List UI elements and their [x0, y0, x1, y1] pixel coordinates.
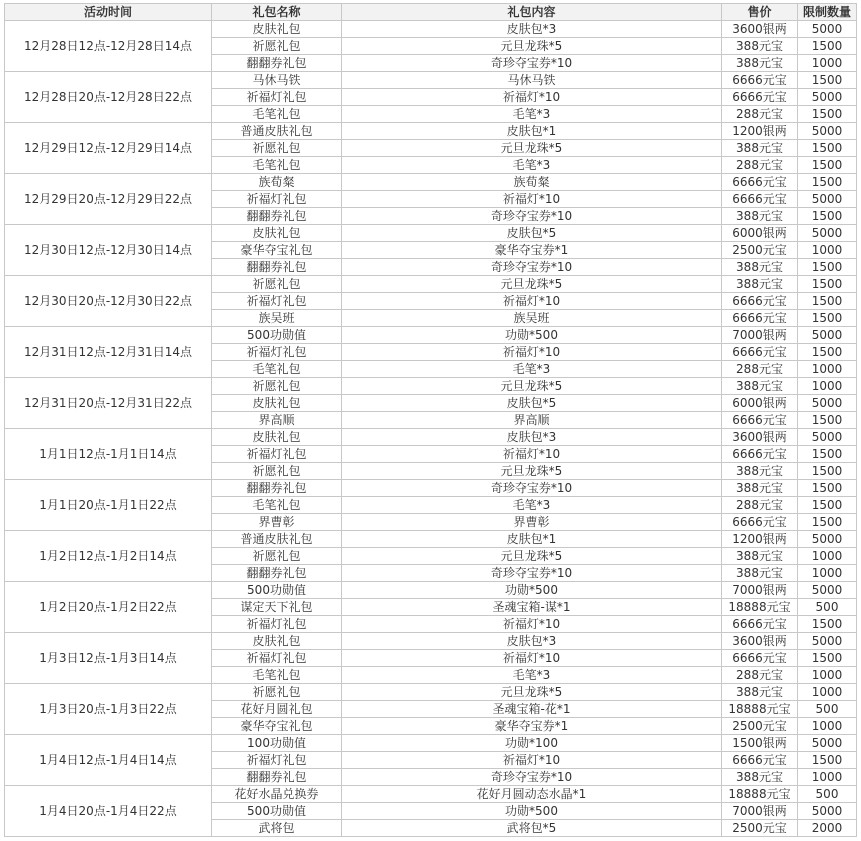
- pack-name-cell: 毛笔礼包: [212, 106, 342, 123]
- limit-cell: 1500: [798, 616, 857, 633]
- pack-content-cell: 元旦龙珠*5: [342, 276, 722, 293]
- pack-content-cell: 皮肤包*3: [342, 21, 722, 38]
- price-cell: 6666元宝: [722, 514, 798, 531]
- limit-cell: 1000: [798, 361, 857, 378]
- limit-cell: 1500: [798, 463, 857, 480]
- pack-name-cell: 普通皮肤礼包: [212, 531, 342, 548]
- limit-cell: 5000: [798, 531, 857, 548]
- time-slot-cell: 12月30日12点-12月30日14点: [5, 225, 212, 276]
- limit-cell: 1500: [798, 208, 857, 225]
- pack-content-cell: 皮肤包*1: [342, 531, 722, 548]
- price-cell: 1500银两: [722, 735, 798, 752]
- time-slot-cell: 12月28日12点-12月28日14点: [5, 21, 212, 72]
- price-cell: 6666元宝: [722, 344, 798, 361]
- price-cell: 18888元宝: [722, 701, 798, 718]
- header-pack-name: 礼包名称: [212, 4, 342, 21]
- time-slot-cell: 12月31日20点-12月31日22点: [5, 378, 212, 429]
- time-slot-cell: 1月2日20点-1月2日22点: [5, 582, 212, 633]
- limit-cell: 2000: [798, 820, 857, 837]
- table-row: [5, 225, 857, 242]
- table-row: [5, 276, 857, 293]
- pack-name-cell: 翻翻券礼包: [212, 55, 342, 72]
- price-cell: 1200银两: [722, 123, 798, 140]
- price-cell: 288元宝: [722, 361, 798, 378]
- limit-cell: 500: [798, 701, 857, 718]
- pack-content-cell: 界高顺: [342, 412, 722, 429]
- pack-content-cell: 毛笔*3: [342, 157, 722, 174]
- pack-name-cell: 族荀粲: [212, 174, 342, 191]
- pack-name-cell: 祈福灯礼包: [212, 446, 342, 463]
- price-cell: 7000银两: [722, 582, 798, 599]
- pack-name-cell: 皮肤礼包: [212, 225, 342, 242]
- header-pack-content: 礼包内容: [342, 4, 722, 21]
- pack-content-cell: 功勋*100: [342, 735, 722, 752]
- limit-cell: 500: [798, 599, 857, 616]
- table-row: [5, 531, 857, 548]
- price-cell: 388元宝: [722, 769, 798, 786]
- pack-name-cell: 马休马铁: [212, 72, 342, 89]
- pack-name-cell: 豪华夺宝礼包: [212, 718, 342, 735]
- pack-name-cell: 祈福灯礼包: [212, 191, 342, 208]
- pack-content-cell: 毛笔*3: [342, 106, 722, 123]
- time-slot-cell: 12月29日20点-12月29日22点: [5, 174, 212, 225]
- table-row: [5, 582, 857, 599]
- limit-cell: 5000: [798, 89, 857, 106]
- pack-content-cell: 武将包*5: [342, 820, 722, 837]
- table-row: [5, 174, 857, 191]
- price-cell: 1200银两: [722, 531, 798, 548]
- time-slot-cell: 12月31日12点-12月31日14点: [5, 327, 212, 378]
- pack-content-cell: 毛笔*3: [342, 361, 722, 378]
- pack-name-cell: 皮肤礼包: [212, 395, 342, 412]
- price-cell: 388元宝: [722, 463, 798, 480]
- price-cell: 6666元宝: [722, 191, 798, 208]
- limit-cell: 1500: [798, 310, 857, 327]
- pack-content-cell: 族荀粲: [342, 174, 722, 191]
- limit-cell: 1500: [798, 259, 857, 276]
- table-row: [5, 327, 857, 344]
- header-price: 售价: [722, 4, 798, 21]
- pack-name-cell: 毛笔礼包: [212, 667, 342, 684]
- price-cell: 6000银两: [722, 395, 798, 412]
- limit-cell: 1000: [798, 769, 857, 786]
- limit-cell: 1000: [798, 548, 857, 565]
- pack-name-cell: 毛笔礼包: [212, 157, 342, 174]
- price-cell: 18888元宝: [722, 786, 798, 803]
- time-slot-cell: 1月2日12点-1月2日14点: [5, 531, 212, 582]
- pack-content-cell: 元旦龙珠*5: [342, 684, 722, 701]
- pack-content-cell: 皮肤包*1: [342, 123, 722, 140]
- pack-name-cell: 翻翻券礼包: [212, 480, 342, 497]
- time-slot-cell: 1月3日20点-1月3日22点: [5, 684, 212, 735]
- limit-cell: 5000: [798, 123, 857, 140]
- pack-name-cell: 翻翻券礼包: [212, 769, 342, 786]
- pack-name-cell: 500功勋值: [212, 582, 342, 599]
- pack-name-cell: 祈愿礼包: [212, 276, 342, 293]
- price-cell: 6666元宝: [722, 72, 798, 89]
- pack-name-cell: 祈福灯礼包: [212, 650, 342, 667]
- limit-cell: 1500: [798, 106, 857, 123]
- limit-cell: 1500: [798, 276, 857, 293]
- limit-cell: 1500: [798, 480, 857, 497]
- pack-content-cell: 元旦龙珠*5: [342, 140, 722, 157]
- pack-name-cell: 普通皮肤礼包: [212, 123, 342, 140]
- price-cell: 388元宝: [722, 38, 798, 55]
- pack-name-cell: 祈愿礼包: [212, 38, 342, 55]
- pack-name-cell: 花好水晶兑换券: [212, 786, 342, 803]
- limit-cell: 1000: [798, 242, 857, 259]
- pack-name-cell: 豪华夺宝礼包: [212, 242, 342, 259]
- pack-name-cell: 500功勋值: [212, 327, 342, 344]
- pack-content-cell: 祈福灯*10: [342, 650, 722, 667]
- pack-content-cell: 皮肤包*3: [342, 633, 722, 650]
- table-row: [5, 378, 857, 395]
- price-cell: 388元宝: [722, 684, 798, 701]
- pack-content-cell: 元旦龙珠*5: [342, 463, 722, 480]
- price-cell: 6666元宝: [722, 310, 798, 327]
- limit-cell: 1000: [798, 667, 857, 684]
- pack-content-cell: 马休马铁: [342, 72, 722, 89]
- price-cell: 6666元宝: [722, 446, 798, 463]
- limit-cell: 1500: [798, 412, 857, 429]
- price-cell: 388元宝: [722, 140, 798, 157]
- pack-content-cell: 功勋*500: [342, 327, 722, 344]
- pack-name-cell: 族吴班: [212, 310, 342, 327]
- pack-content-cell: 奇珍夺宝券*10: [342, 769, 722, 786]
- pack-content-cell: 功勋*500: [342, 803, 722, 820]
- pack-content-cell: 奇珍夺宝券*10: [342, 480, 722, 497]
- table-row: [5, 72, 857, 89]
- price-cell: 388元宝: [722, 480, 798, 497]
- price-cell: 288元宝: [722, 157, 798, 174]
- table-row: [5, 21, 857, 38]
- pack-name-cell: 翻翻券礼包: [212, 208, 342, 225]
- time-slot-cell: 12月30日20点-12月30日22点: [5, 276, 212, 327]
- time-slot-cell: 1月4日20点-1月4日22点: [5, 786, 212, 837]
- pack-name-cell: 祈愿礼包: [212, 140, 342, 157]
- pack-name-cell: 祈福灯礼包: [212, 752, 342, 769]
- price-cell: 6000银两: [722, 225, 798, 242]
- pack-content-cell: 界曹彰: [342, 514, 722, 531]
- pack-content-cell: 豪华夺宝券*1: [342, 718, 722, 735]
- pack-content-cell: 圣魂宝箱-花*1: [342, 701, 722, 718]
- price-cell: 6666元宝: [722, 616, 798, 633]
- pack-content-cell: 祈福灯*10: [342, 293, 722, 310]
- pack-name-cell: 翻翻券礼包: [212, 259, 342, 276]
- pack-name-cell: 花好月圆礼包: [212, 701, 342, 718]
- price-cell: 6666元宝: [722, 293, 798, 310]
- price-cell: 7000银两: [722, 327, 798, 344]
- limit-cell: 5000: [798, 735, 857, 752]
- limit-cell: 5000: [798, 582, 857, 599]
- header-time: 活动时间: [5, 4, 212, 21]
- limit-cell: 1500: [798, 174, 857, 191]
- header-limit: 限制数量: [798, 4, 857, 21]
- pack-content-cell: 奇珍夺宝券*10: [342, 55, 722, 72]
- pack-name-cell: 祈福灯礼包: [212, 616, 342, 633]
- pack-content-cell: 祈福灯*10: [342, 191, 722, 208]
- limit-cell: 1500: [798, 157, 857, 174]
- pack-content-cell: 毛笔*3: [342, 667, 722, 684]
- limit-cell: 1000: [798, 684, 857, 701]
- table-row: [5, 633, 857, 650]
- pack-name-cell: 毛笔礼包: [212, 497, 342, 514]
- price-cell: 388元宝: [722, 55, 798, 72]
- pack-name-cell: 毛笔礼包: [212, 361, 342, 378]
- pack-name-cell: 祈福灯礼包: [212, 344, 342, 361]
- pack-content-cell: 皮肤包*3: [342, 429, 722, 446]
- pack-content-cell: 祈福灯*10: [342, 446, 722, 463]
- pack-content-cell: 毛笔*3: [342, 497, 722, 514]
- price-cell: 388元宝: [722, 565, 798, 582]
- limit-cell: 1500: [798, 650, 857, 667]
- price-cell: 6666元宝: [722, 752, 798, 769]
- limit-cell: 1500: [798, 752, 857, 769]
- pack-name-cell: 祈福灯礼包: [212, 293, 342, 310]
- price-cell: 18888元宝: [722, 599, 798, 616]
- pack-content-cell: 功勋*500: [342, 582, 722, 599]
- pack-content-cell: 祈福灯*10: [342, 752, 722, 769]
- pack-content-cell: 祈福灯*10: [342, 616, 722, 633]
- limit-cell: 5000: [798, 429, 857, 446]
- price-cell: 3600银两: [722, 429, 798, 446]
- pack-name-cell: 祈愿礼包: [212, 463, 342, 480]
- limit-cell: 1000: [798, 55, 857, 72]
- price-cell: 7000银两: [722, 803, 798, 820]
- time-slot-cell: 1月1日12点-1月1日14点: [5, 429, 212, 480]
- limit-cell: 1500: [798, 140, 857, 157]
- pack-name-cell: 100功勋值: [212, 735, 342, 752]
- pack-name-cell: 皮肤礼包: [212, 429, 342, 446]
- price-cell: 288元宝: [722, 497, 798, 514]
- price-cell: 3600银两: [722, 633, 798, 650]
- limit-cell: 1500: [798, 344, 857, 361]
- time-slot-cell: 12月29日12点-12月29日14点: [5, 123, 212, 174]
- pack-name-cell: 界曹彰: [212, 514, 342, 531]
- pack-name-cell: 祈愿礼包: [212, 378, 342, 395]
- pack-content-cell: 豪华夺宝券*1: [342, 242, 722, 259]
- limit-cell: 1500: [798, 514, 857, 531]
- pack-content-cell: 圣魂宝箱-谋*1: [342, 599, 722, 616]
- table-row: [5, 684, 857, 701]
- table-body: [5, 21, 857, 837]
- price-cell: 388元宝: [722, 378, 798, 395]
- pack-content-cell: 奇珍夺宝券*10: [342, 208, 722, 225]
- limit-cell: 1500: [798, 293, 857, 310]
- table-row: [5, 786, 857, 803]
- price-cell: 288元宝: [722, 667, 798, 684]
- limit-cell: 5000: [798, 633, 857, 650]
- price-cell: 2500元宝: [722, 718, 798, 735]
- pack-name-cell: 皮肤礼包: [212, 21, 342, 38]
- pack-content-cell: 元旦龙珠*5: [342, 378, 722, 395]
- limit-cell: 5000: [798, 191, 857, 208]
- pack-name-cell: 祈愿礼包: [212, 684, 342, 701]
- pack-name-cell: 500功勋值: [212, 803, 342, 820]
- pack-name-cell: 皮肤礼包: [212, 633, 342, 650]
- table-row: [5, 480, 857, 497]
- limit-cell: 1500: [798, 38, 857, 55]
- pack-content-cell: 元旦龙珠*5: [342, 548, 722, 565]
- price-cell: 2500元宝: [722, 820, 798, 837]
- pack-name-cell: 翻翻券礼包: [212, 565, 342, 582]
- table-row: [5, 123, 857, 140]
- pack-name-cell: 祈福灯礼包: [212, 89, 342, 106]
- pack-name-cell: 武将包: [212, 820, 342, 837]
- price-cell: 388元宝: [722, 548, 798, 565]
- price-cell: 6666元宝: [722, 650, 798, 667]
- table-row: [5, 429, 857, 446]
- pack-name-cell: 界高顺: [212, 412, 342, 429]
- limit-cell: 1500: [798, 446, 857, 463]
- table-header-row: [5, 4, 857, 21]
- limit-cell: 5000: [798, 327, 857, 344]
- limit-cell: 1500: [798, 497, 857, 514]
- time-slot-cell: 1月4日12点-1月4日14点: [5, 735, 212, 786]
- time-slot-cell: 12月28日20点-12月28日22点: [5, 72, 212, 123]
- time-slot-cell: 1月3日12点-1月3日14点: [5, 633, 212, 684]
- pack-content-cell: 花好月圆动态水晶*1: [342, 786, 722, 803]
- pack-content-cell: 奇珍夺宝券*10: [342, 259, 722, 276]
- pack-content-cell: 元旦龙珠*5: [342, 38, 722, 55]
- price-cell: 2500元宝: [722, 242, 798, 259]
- limit-cell: 5000: [798, 803, 857, 820]
- price-cell: 388元宝: [722, 276, 798, 293]
- price-cell: 6666元宝: [722, 174, 798, 191]
- limit-cell: 5000: [798, 395, 857, 412]
- time-slot-cell: 1月1日20点-1月1日22点: [5, 480, 212, 531]
- limit-cell: 1000: [798, 378, 857, 395]
- limit-cell: 5000: [798, 21, 857, 38]
- price-cell: 388元宝: [722, 208, 798, 225]
- gift-pack-schedule-table: [4, 3, 857, 837]
- price-cell: 388元宝: [722, 259, 798, 276]
- price-cell: 3600银两: [722, 21, 798, 38]
- limit-cell: 5000: [798, 225, 857, 242]
- limit-cell: 1000: [798, 565, 857, 582]
- pack-content-cell: 皮肤包*5: [342, 225, 722, 242]
- limit-cell: 1000: [798, 718, 857, 735]
- price-cell: 288元宝: [722, 106, 798, 123]
- limit-cell: 500: [798, 786, 857, 803]
- pack-name-cell: 谋定天下礼包: [212, 599, 342, 616]
- pack-content-cell: 奇珍夺宝券*10: [342, 565, 722, 582]
- pack-content-cell: 族吴班: [342, 310, 722, 327]
- pack-content-cell: 祈福灯*10: [342, 344, 722, 361]
- pack-content-cell: 皮肤包*5: [342, 395, 722, 412]
- table-row: [5, 735, 857, 752]
- price-cell: 6666元宝: [722, 412, 798, 429]
- price-cell: 6666元宝: [722, 89, 798, 106]
- pack-content-cell: 祈福灯*10: [342, 89, 722, 106]
- limit-cell: 1500: [798, 72, 857, 89]
- pack-name-cell: 祈愿礼包: [212, 548, 342, 565]
